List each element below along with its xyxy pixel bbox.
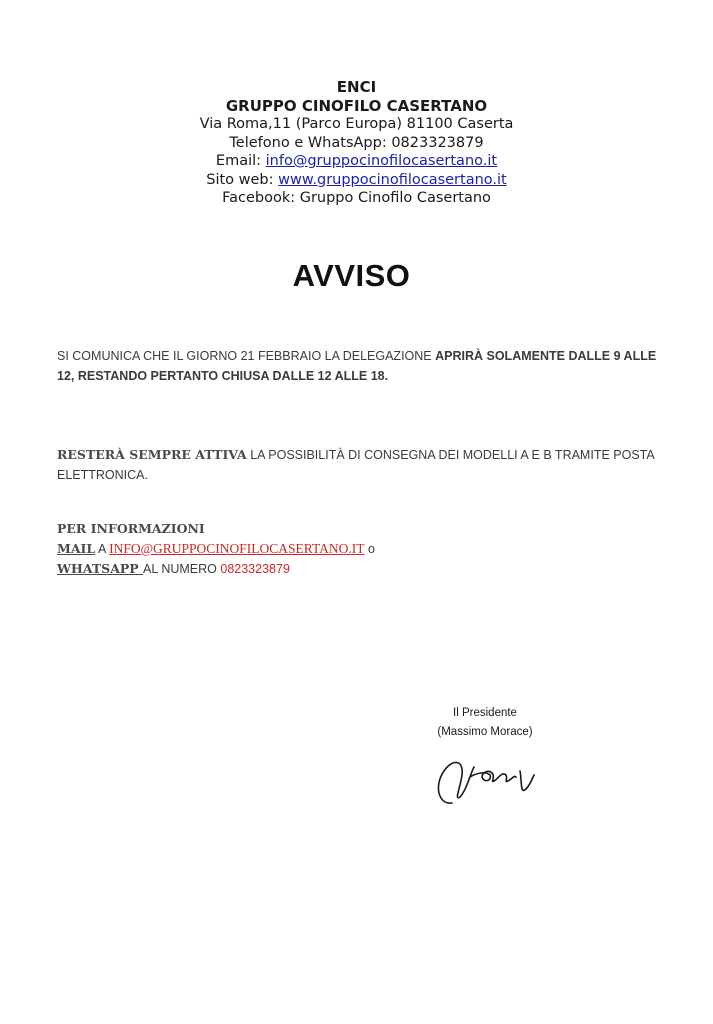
mail-line (57, 539, 657, 559)
whatsapp-label: WHATSAPP (57, 561, 144, 576)
email-label: Email: (215, 153, 266, 169)
mail-label: MAIL (57, 541, 96, 556)
org-name: ENCI (336, 78, 377, 96)
notice-paragraph (57, 346, 657, 386)
page-title: AVVISO (292, 258, 411, 293)
notice-bold: APRIRÀ SOLAMENTE DALLE 9 ALLE 12, RESTANDO PERTANTO CHIUSA DALLE 12 ALLE 18. (57, 349, 657, 383)
email-link[interactable]: info@gruppocinofilocasertano.it (265, 153, 498, 169)
facebook-line: Facebook: Gruppo Cinofilo Casertano (222, 190, 491, 206)
web-label: Sito web: (206, 171, 279, 188)
signature-block (420, 704, 550, 742)
mail-prefix: A (95, 542, 110, 556)
group-name: GRUPPO CINOFILO CASERTANO (225, 96, 488, 115)
mail-suffix: o (364, 542, 375, 556)
web-line (0, 171, 713, 190)
info-block (57, 519, 657, 579)
signer-role: Il Presidente (453, 707, 517, 719)
mail-link[interactable]: INFO@GRUPPOCINOFILOCASERTANO.IT (109, 541, 365, 556)
whatsapp-prefix: AL NUMERO (143, 562, 221, 576)
notice-intro: SI COMUNICA CHE IL GIORNO 21 FEBBRAIO LA DELEGAZIONE (57, 349, 436, 363)
whatsapp-number: 0823323879 (220, 562, 290, 576)
active-text: LA POSSIBILITÀ DI CONSEGNA DEI MODELLI A E B TRAMITE POSTA ELETTRONICA. (57, 448, 655, 482)
whatsapp-line (57, 559, 657, 579)
active-paragraph (57, 445, 657, 485)
info-heading: PER INFORMAZIONI (57, 521, 205, 536)
signer-name: (Massimo Morace) (437, 726, 533, 738)
letterhead (0, 78, 713, 208)
address: Via Roma,11 (Parco Europa) 81100 Caserta (199, 116, 514, 132)
web-link[interactable]: www.gruppocinofilocasertano.it (278, 171, 507, 188)
email-line (0, 152, 713, 171)
active-bold: RESTERÀ SEMPRE ATTIVA (57, 447, 247, 462)
phone: Telefono e WhatsApp: 0823323879 (229, 134, 484, 151)
handwritten-signature (430, 745, 545, 815)
